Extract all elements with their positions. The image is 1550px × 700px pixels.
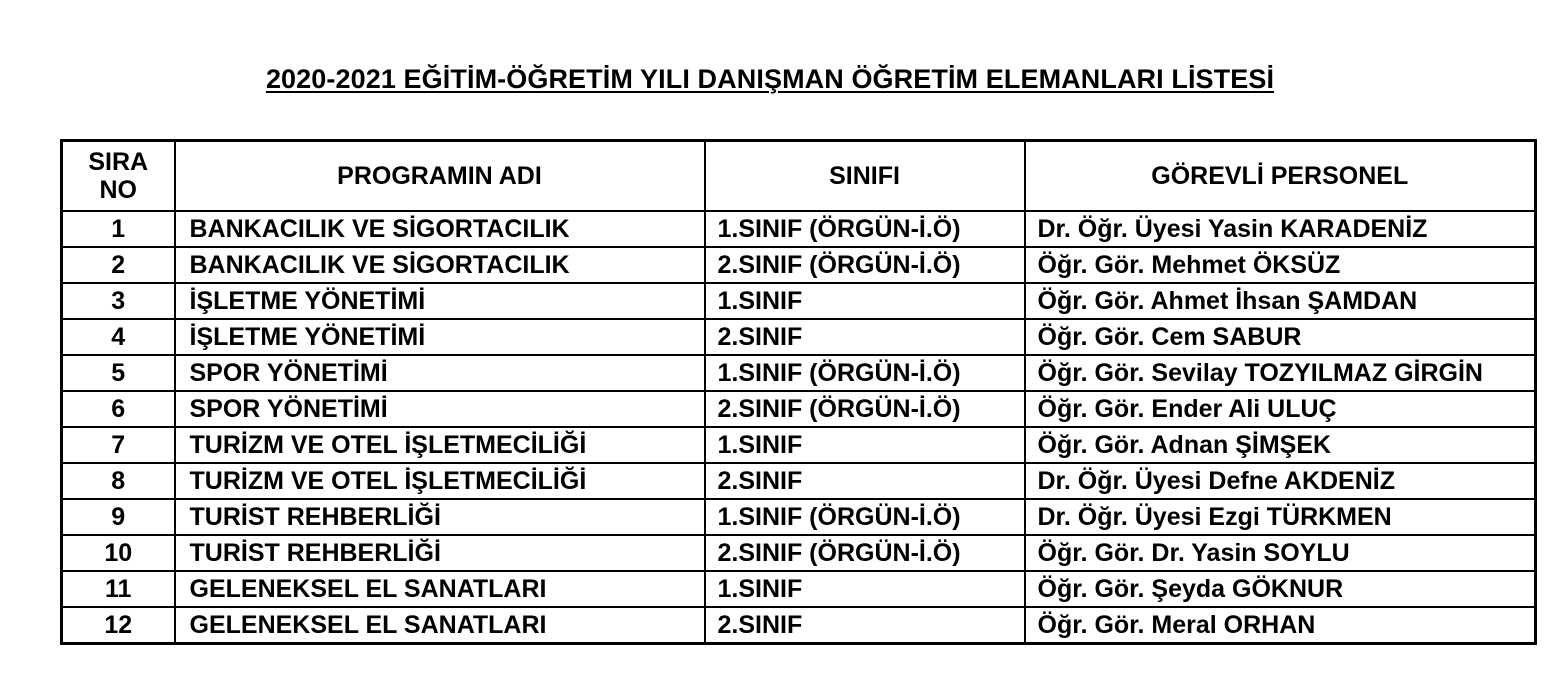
table-row [62, 571, 1536, 607]
cell-sira-no: 6 [62, 391, 175, 427]
header-sira: SIRA [88, 148, 149, 176]
cell-sira-no: 5 [62, 355, 175, 391]
table-header-row [62, 141, 1536, 212]
cell-staff: Öğr. Gör. Adnan ŞİMŞEK [1025, 427, 1536, 463]
cell-program: GELENEKSEL EL SANATLARI [175, 571, 705, 607]
cell-class: 1.SINIF (ÖRGÜN-İ.Ö) [705, 211, 1025, 247]
cell-program: BANKACILIK VE SİGORTACILIK [175, 211, 705, 247]
cell-staff: Dr. Öğr. Üyesi Ezgi TÜRKMEN [1025, 499, 1536, 535]
cell-sira-no: 3 [62, 283, 175, 319]
cell-program: SPOR YÖNETİMİ [175, 355, 705, 391]
cell-sira-no: 4 [62, 319, 175, 355]
cell-sira-no: 1 [62, 211, 175, 247]
cell-program: İŞLETME YÖNETİMİ [175, 319, 705, 355]
cell-program: GELENEKSEL EL SANATLARI [175, 607, 705, 644]
table-row [62, 427, 1536, 463]
table-row [62, 355, 1536, 391]
cell-program: TURİZM VE OTEL İŞLETMECİLİĞİ [175, 463, 705, 499]
header-program: PROGRAMIN ADI [175, 141, 705, 212]
table-row [62, 391, 1536, 427]
cell-program: BANKACILIK VE SİGORTACILIK [175, 247, 705, 283]
cell-sira-no: 10 [62, 535, 175, 571]
cell-class: 1.SINIF (ÖRGÜN-İ.Ö) [705, 355, 1025, 391]
table-row [62, 463, 1536, 499]
table-row [62, 607, 1536, 644]
table-row [62, 499, 1536, 535]
table-row [62, 247, 1536, 283]
cell-staff: Öğr. Gör. Mehmet ÖKSÜZ [1025, 247, 1536, 283]
header-class: SINIFI [705, 141, 1025, 212]
cell-sira-no: 9 [62, 499, 175, 535]
cell-program: İŞLETME YÖNETİMİ [175, 283, 705, 319]
table-row [62, 535, 1536, 571]
cell-staff: Dr. Öğr. Üyesi Defne AKDENİZ [1025, 463, 1536, 499]
table-row [62, 211, 1536, 247]
cell-staff: Öğr. Gör. Şeyda GÖKNUR [1025, 571, 1536, 607]
header-staff: GÖREVLİ PERSONEL [1025, 141, 1536, 212]
cell-staff: Öğr. Gör. Cem SABUR [1025, 319, 1536, 355]
cell-staff: Öğr. Gör. Dr. Yasin SOYLU [1025, 535, 1536, 571]
cell-program: TURİZM VE OTEL İŞLETMECİLİĞİ [175, 427, 705, 463]
cell-class: 2.SINIF (ÖRGÜN-İ.Ö) [705, 247, 1025, 283]
cell-program: TURİST REHBERLİĞİ [175, 535, 705, 571]
document-title: 2020-2021 EĞİTİM-ÖĞRETİM YILI DANIŞMAN ÖĞRETİM ELEMANLARI LİSTESİ [265, 64, 1275, 94]
table-row [62, 319, 1536, 355]
cell-class: 1.SINIF [705, 283, 1025, 319]
cell-staff: Öğr. Gör. Ahmet İhsan ŞAMDAN [1025, 283, 1536, 319]
cell-sira-no: 12 [62, 607, 175, 644]
cell-sira-no: 7 [62, 427, 175, 463]
cell-class: 1.SINIF (ÖRGÜN-İ.Ö) [705, 499, 1025, 535]
advisor-table [60, 139, 1537, 645]
cell-class: 2.SINIF [705, 607, 1025, 644]
cell-staff: Öğr. Gör. Ender Ali ULUÇ [1025, 391, 1536, 427]
cell-program: SPOR YÖNETİMİ [175, 391, 705, 427]
cell-staff: Öğr. Gör. Meral ORHAN [1025, 607, 1536, 644]
cell-staff: Öğr. Gör. Sevilay TOZYILMAZ GİRGİN [1025, 355, 1536, 391]
cell-class: 1.SINIF [705, 571, 1025, 607]
cell-staff: Dr. Öğr. Üyesi Yasin KARADENİZ [1025, 211, 1536, 247]
cell-program: TURİST REHBERLİĞİ [175, 499, 705, 535]
cell-sira-no: 11 [62, 571, 175, 607]
table-row [62, 283, 1536, 319]
header-no: NO [99, 176, 137, 204]
cell-sira-no: 2 [62, 247, 175, 283]
cell-class: 2.SINIF (ÖRGÜN-İ.Ö) [705, 391, 1025, 427]
cell-class: 2.SINIF [705, 319, 1025, 355]
cell-class: 1.SINIF [705, 427, 1025, 463]
cell-sira-no: 8 [62, 463, 175, 499]
cell-class: 2.SINIF [705, 463, 1025, 499]
cell-class: 2.SINIF (ÖRGÜN-İ.Ö) [705, 535, 1025, 571]
header-sira-no [62, 141, 175, 212]
